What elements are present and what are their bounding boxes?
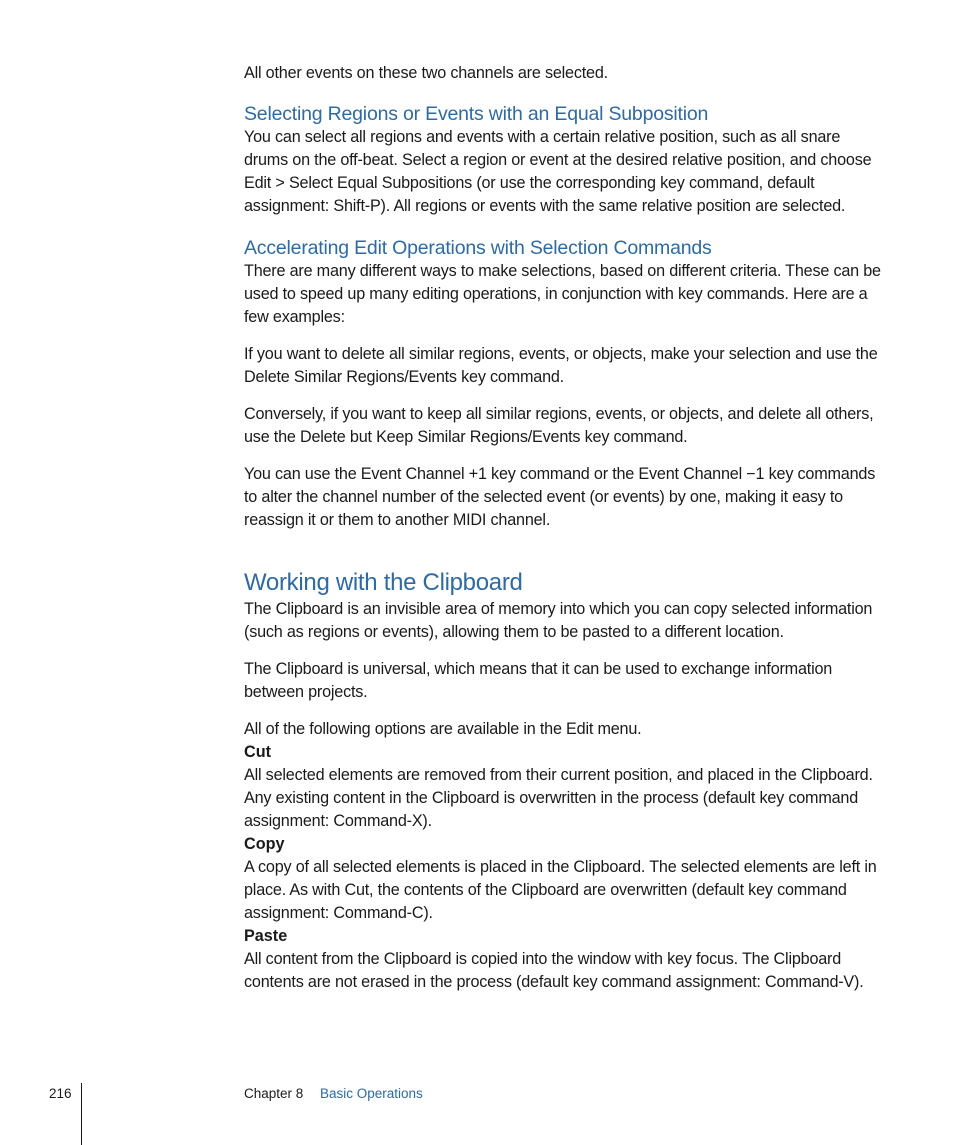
footer-divider bbox=[81, 1083, 82, 1145]
heading-accelerating: Accelerating Edit Operations with Selection Commands bbox=[244, 237, 712, 259]
term-paste: Paste bbox=[244, 927, 288, 945]
paragraph-accelerating-3: Conversely, if you want to keep all similar regions, events, or objects, and delete all others, use the Delete but Keep Similar Regions/Events key command. bbox=[244, 405, 874, 446]
paragraph-accelerating-1: There are many different ways to make selections, based on different criteria. These can be used to speed up many editing operations, in conjunction with key commands. Here are a few examples: bbox=[244, 262, 881, 326]
term-copy: Copy bbox=[244, 835, 285, 853]
page-content bbox=[244, 62, 884, 994]
description-cut: All selected elements are removed from their current position, and placed in the Clipboard. Any existing content in the Clipboard is overwritten in the process (default key command assignment: Command-X). bbox=[244, 766, 873, 830]
paragraph-clipboard-2: The Clipboard is universal, which means that it can be used to exchange information between projects. bbox=[244, 660, 833, 701]
heading-equal-subposition: Selecting Regions or Events with an Equal Subposition bbox=[244, 103, 709, 125]
page-number: 216 bbox=[49, 1086, 72, 1101]
paragraph-accelerating-4: You can use the Event Channel +1 key command or the Event Channel −1 key commands to alter the channel number of the selected event (or events) by one, making it easy to reassign it or them to another MIDI channel. bbox=[244, 465, 876, 529]
paragraph-clipboard-3: All of the following options are available in the Edit menu. bbox=[244, 720, 642, 738]
intro-paragraph: All other events on these two channels are selected. bbox=[244, 64, 608, 82]
description-copy: A copy of all selected elements is placed in the Clipboard. The selected elements are left in place. As with Cut, the contents of the Clipboard are overwritten (default key command assignment: Command-C). bbox=[244, 858, 877, 922]
paragraph-clipboard-1: The Clipboard is an invisible area of memory into which you can copy selected information (such as regions or events), allowing them to be pasted to a different location. bbox=[244, 600, 873, 641]
description-paste: All content from the Clipboard is copied into the window with key focus. The Clipboard contents are not erased in the process (default key command assignment: Command-V). bbox=[244, 950, 864, 991]
paragraph-accelerating-2: If you want to delete all similar regions, events, or objects, make your selection and use the Delete Similar Regions/Events key command. bbox=[244, 345, 878, 386]
footer-chapter-title: Basic Operations bbox=[320, 1086, 423, 1101]
term-cut: Cut bbox=[244, 743, 271, 761]
section-title-clipboard: Working with the Clipboard bbox=[244, 569, 523, 596]
footer-chapter-label: Chapter 8 bbox=[244, 1086, 304, 1101]
paragraph-equal-subposition: You can select all regions and events with a certain relative position, such as all snare drums on the off-beat. Select a region or event at the desired relative position, and choose Edit > Select Equal Subpositions (or use the corresponding key command, default assignment: Shift-P). All regions or events with the same relative position are selected. bbox=[244, 128, 872, 215]
